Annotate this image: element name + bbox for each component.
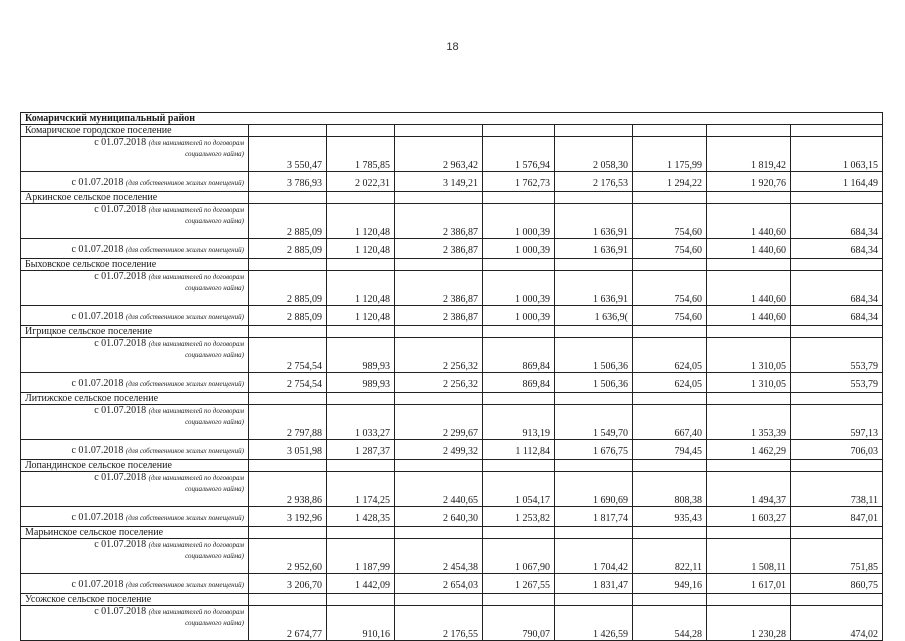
- tenants-note: (для нанимателей по договорам: [148, 608, 244, 616]
- tariff-row-tenants: [21, 472, 883, 507]
- value-cell: 1 817,74: [555, 507, 633, 527]
- value-cell: 2 176,53: [555, 172, 633, 192]
- tariff-row-owners: [21, 172, 883, 192]
- value-cell: 754,60: [633, 239, 707, 259]
- empty-cell: [395, 259, 483, 271]
- value-cell: 2 963,42: [395, 137, 483, 172]
- settlement-name: Марьинское сельское поселение: [21, 527, 249, 539]
- row-label-tenants: [21, 271, 249, 306]
- empty-cell: [633, 125, 707, 137]
- tenants-note: (для нанимателей по договорам: [148, 340, 244, 348]
- empty-cell: [327, 259, 395, 271]
- date-prefix: с 01.07.2018: [71, 579, 124, 590]
- empty-cell: [633, 527, 707, 539]
- value-cell: 1 310,05: [707, 338, 791, 373]
- empty-cell: [555, 527, 633, 539]
- value-cell: 553,79: [791, 373, 883, 393]
- tariff-row-owners: [21, 239, 883, 259]
- settlement-name: Игрицкое сельское поселение: [21, 326, 249, 338]
- value-cell: 474,02: [791, 606, 883, 641]
- value-cell: 913,19: [483, 405, 555, 440]
- value-cell: 1 676,75: [555, 440, 633, 460]
- row-label-owners: [21, 239, 249, 259]
- value-cell: 1 112,84: [483, 440, 555, 460]
- empty-cell: [555, 259, 633, 271]
- settlement-name: Усожское сельское поселение: [21, 594, 249, 606]
- tenants-note-line2: социального найма): [185, 418, 244, 426]
- value-cell: 3 786,93: [249, 172, 327, 192]
- value-cell: 1 000,39: [483, 271, 555, 306]
- row-label-owners: [21, 306, 249, 326]
- value-cell: 1 067,90: [483, 539, 555, 574]
- settlement-row: [21, 527, 883, 539]
- value-cell: 2 386,87: [395, 271, 483, 306]
- empty-cell: [707, 192, 791, 204]
- tariff-row-tenants: [21, 271, 883, 306]
- value-cell: 1 636,9(: [555, 306, 633, 326]
- value-cell: 684,34: [791, 306, 883, 326]
- row-label-owners: [21, 574, 249, 594]
- value-cell: 1 253,82: [483, 507, 555, 527]
- row-label-owners: [21, 507, 249, 527]
- date-prefix: с 01.07.2018: [94, 271, 147, 282]
- row-label-tenants: [21, 472, 249, 507]
- value-cell: 1 294,22: [633, 172, 707, 192]
- empty-cell: [483, 326, 555, 338]
- value-cell: 706,03: [791, 440, 883, 460]
- value-cell: 1 120,48: [327, 239, 395, 259]
- settlement-row: [21, 594, 883, 606]
- value-cell: 1 187,99: [327, 539, 395, 574]
- value-cell: 3 149,21: [395, 172, 483, 192]
- value-cell: 667,40: [633, 405, 707, 440]
- empty-cell: [327, 527, 395, 539]
- date-prefix: с 01.07.2018: [94, 137, 147, 148]
- settlement-row: [21, 326, 883, 338]
- tenants-note-line2: социального найма): [185, 485, 244, 493]
- tenants-note-line2: социального найма): [185, 217, 244, 225]
- empty-cell: [483, 527, 555, 539]
- value-cell: 1 636,91: [555, 239, 633, 259]
- tenants-note-line2: социального найма): [185, 351, 244, 359]
- value-cell: 2 386,87: [395, 306, 483, 326]
- empty-cell: [327, 594, 395, 606]
- empty-cell: [249, 460, 327, 472]
- value-cell: 1 785,85: [327, 137, 395, 172]
- value-cell: 1 636,91: [555, 271, 633, 306]
- empty-cell: [483, 192, 555, 204]
- date-prefix: с 01.07.2018: [71, 512, 124, 523]
- tariff-table: [20, 112, 883, 641]
- value-cell: 2 754,54: [249, 338, 327, 373]
- tenants-note: (для нанимателей по договорам: [148, 139, 244, 147]
- empty-cell: [327, 460, 395, 472]
- value-cell: 2 885,09: [249, 306, 327, 326]
- value-cell: 1 310,05: [707, 373, 791, 393]
- value-cell: 808,38: [633, 472, 707, 507]
- empty-cell: [791, 259, 883, 271]
- empty-cell: [395, 326, 483, 338]
- owners-note: (для собственников жилых помещений): [125, 179, 244, 187]
- date-prefix: с 01.07.2018: [94, 472, 147, 483]
- empty-cell: [249, 125, 327, 137]
- value-cell: 1 175,99: [633, 137, 707, 172]
- value-cell: 2 938,86: [249, 472, 327, 507]
- value-cell: 2 952,60: [249, 539, 327, 574]
- value-cell: 822,11: [633, 539, 707, 574]
- value-cell: 1 426,59: [555, 606, 633, 641]
- date-prefix: с 01.07.2018: [94, 338, 147, 349]
- empty-cell: [791, 125, 883, 137]
- value-cell: 2 885,09: [249, 271, 327, 306]
- value-cell: 1 000,39: [483, 204, 555, 239]
- value-cell: 1 704,42: [555, 539, 633, 574]
- settlement-name: Литижское сельское поселение: [21, 393, 249, 405]
- empty-cell: [327, 393, 395, 405]
- empty-cell: [327, 125, 395, 137]
- value-cell: 684,34: [791, 204, 883, 239]
- date-prefix: с 01.07.2018: [94, 405, 147, 416]
- value-cell: 790,07: [483, 606, 555, 641]
- value-cell: 738,11: [791, 472, 883, 507]
- settlement-name: Быховское сельское поселение: [21, 259, 249, 271]
- owners-note: (для собственников жилых помещений): [125, 380, 244, 388]
- settlement-row: [21, 460, 883, 472]
- value-cell: 1 063,15: [791, 137, 883, 172]
- value-cell: 1 762,73: [483, 172, 555, 192]
- tariff-row-tenants: [21, 137, 883, 172]
- tariff-row-owners: [21, 306, 883, 326]
- empty-cell: [327, 192, 395, 204]
- row-label-owners: [21, 440, 249, 460]
- settlement-name: Лопандинское сельское поселение: [21, 460, 249, 472]
- empty-cell: [633, 259, 707, 271]
- empty-cell: [249, 192, 327, 204]
- value-cell: 869,84: [483, 373, 555, 393]
- empty-cell: [555, 192, 633, 204]
- empty-cell: [791, 192, 883, 204]
- settlement-row: [21, 259, 883, 271]
- empty-cell: [633, 460, 707, 472]
- value-cell: 1 174,25: [327, 472, 395, 507]
- empty-cell: [555, 594, 633, 606]
- owners-note: (для собственников жилых помещений): [125, 447, 244, 455]
- date-prefix: с 01.07.2018: [94, 539, 147, 550]
- empty-cell: [483, 460, 555, 472]
- value-cell: 794,45: [633, 440, 707, 460]
- value-cell: 1 442,09: [327, 574, 395, 594]
- value-cell: 1 494,37: [707, 472, 791, 507]
- value-cell: 754,60: [633, 204, 707, 239]
- value-cell: 684,34: [791, 239, 883, 259]
- date-prefix: с 01.07.2018: [71, 177, 124, 188]
- settlement-row: [21, 125, 883, 137]
- value-cell: 1 603,27: [707, 507, 791, 527]
- empty-cell: [395, 527, 483, 539]
- value-cell: 1 428,35: [327, 507, 395, 527]
- value-cell: 3 192,96: [249, 507, 327, 527]
- value-cell: 2 654,03: [395, 574, 483, 594]
- empty-cell: [249, 527, 327, 539]
- date-prefix: с 01.07.2018: [71, 311, 124, 322]
- empty-cell: [707, 460, 791, 472]
- value-cell: 2 299,67: [395, 405, 483, 440]
- value-cell: 1 831,47: [555, 574, 633, 594]
- value-cell: 1 000,39: [483, 306, 555, 326]
- value-cell: 1 440,60: [707, 271, 791, 306]
- tariff-row-owners: [21, 373, 883, 393]
- value-cell: 1 506,36: [555, 373, 633, 393]
- value-cell: 1 440,60: [707, 204, 791, 239]
- row-label-tenants: [21, 204, 249, 239]
- row-label-owners: [21, 172, 249, 192]
- tenants-note-line2: социального найма): [185, 284, 244, 292]
- empty-cell: [483, 594, 555, 606]
- empty-cell: [633, 594, 707, 606]
- empty-cell: [555, 460, 633, 472]
- value-cell: 860,75: [791, 574, 883, 594]
- value-cell: 754,60: [633, 271, 707, 306]
- value-cell: 1 230,28: [707, 606, 791, 641]
- tariff-row-tenants: [21, 606, 883, 641]
- value-cell: 1 576,94: [483, 137, 555, 172]
- value-cell: 1 120,48: [327, 204, 395, 239]
- value-cell: 3 206,70: [249, 574, 327, 594]
- value-cell: 2 058,30: [555, 137, 633, 172]
- empty-cell: [395, 594, 483, 606]
- value-cell: 2 256,32: [395, 373, 483, 393]
- value-cell: 597,13: [791, 405, 883, 440]
- value-cell: 2 386,87: [395, 239, 483, 259]
- value-cell: 2 754,54: [249, 373, 327, 393]
- empty-cell: [791, 393, 883, 405]
- value-cell: 1 690,69: [555, 472, 633, 507]
- value-cell: 1 120,48: [327, 271, 395, 306]
- tariff-row-tenants: [21, 338, 883, 373]
- empty-cell: [791, 326, 883, 338]
- date-prefix: с 01.07.2018: [71, 378, 124, 389]
- empty-cell: [249, 594, 327, 606]
- value-cell: 3 051,98: [249, 440, 327, 460]
- empty-cell: [327, 326, 395, 338]
- value-cell: 2 885,09: [249, 204, 327, 239]
- row-label-tenants: [21, 606, 249, 641]
- empty-cell: [707, 259, 791, 271]
- value-cell: 1 440,60: [707, 306, 791, 326]
- empty-cell: [633, 192, 707, 204]
- empty-cell: [249, 259, 327, 271]
- empty-cell: [395, 393, 483, 405]
- value-cell: 624,05: [633, 338, 707, 373]
- district-header: Комаричский муниципальный район: [21, 113, 883, 125]
- settlement-name: Аркинское сельское поселение: [21, 192, 249, 204]
- settlement-row: [21, 393, 883, 405]
- value-cell: 1 054,17: [483, 472, 555, 507]
- empty-cell: [249, 326, 327, 338]
- empty-cell: [483, 125, 555, 137]
- value-cell: 754,60: [633, 306, 707, 326]
- row-label-owners: [21, 373, 249, 393]
- value-cell: 1 549,70: [555, 405, 633, 440]
- value-cell: 1 462,29: [707, 440, 791, 460]
- empty-cell: [395, 460, 483, 472]
- row-label-tenants: [21, 405, 249, 440]
- value-cell: 1 636,91: [555, 204, 633, 239]
- value-cell: 1 033,27: [327, 405, 395, 440]
- value-cell: 3 550,47: [249, 137, 327, 172]
- owners-note: (для собственников жилых помещений): [125, 313, 244, 321]
- value-cell: 1 920,76: [707, 172, 791, 192]
- tariff-row-tenants: [21, 539, 883, 574]
- value-cell: 2 386,87: [395, 204, 483, 239]
- empty-cell: [633, 393, 707, 405]
- empty-cell: [483, 393, 555, 405]
- value-cell: 1 267,55: [483, 574, 555, 594]
- value-cell: 553,79: [791, 338, 883, 373]
- value-cell: 544,28: [633, 606, 707, 641]
- date-prefix: с 01.07.2018: [71, 244, 124, 255]
- value-cell: 847,01: [791, 507, 883, 527]
- tariff-row-owners: [21, 507, 883, 527]
- settlement-row: [21, 192, 883, 204]
- empty-cell: [483, 259, 555, 271]
- tenants-note: (для нанимателей по договорам: [148, 474, 244, 482]
- date-prefix: с 01.07.2018: [94, 606, 147, 617]
- value-cell: 869,84: [483, 338, 555, 373]
- value-cell: 2 022,31: [327, 172, 395, 192]
- date-prefix: с 01.07.2018: [94, 204, 147, 215]
- value-cell: 2 640,30: [395, 507, 483, 527]
- value-cell: 1 617,01: [707, 574, 791, 594]
- tenants-note-line2: социального найма): [185, 619, 244, 627]
- value-cell: 2 176,55: [395, 606, 483, 641]
- empty-cell: [791, 460, 883, 472]
- empty-cell: [707, 326, 791, 338]
- tenants-note: (для нанимателей по договорам: [148, 206, 244, 214]
- empty-cell: [395, 125, 483, 137]
- tenants-note: (для нанимателей по договорам: [148, 407, 244, 415]
- tariff-row-tenants: [21, 204, 883, 239]
- value-cell: 910,16: [327, 606, 395, 641]
- value-cell: 1 353,39: [707, 405, 791, 440]
- value-cell: 1 819,42: [707, 137, 791, 172]
- owners-note: (для собственников жилых помещений): [125, 581, 244, 589]
- tenants-note-line2: социального найма): [185, 552, 244, 560]
- empty-cell: [395, 192, 483, 204]
- value-cell: 989,93: [327, 373, 395, 393]
- value-cell: 989,93: [327, 338, 395, 373]
- page-number: 18: [446, 41, 459, 53]
- row-label-tenants: [21, 338, 249, 373]
- value-cell: 2 885,09: [249, 239, 327, 259]
- empty-cell: [707, 527, 791, 539]
- value-cell: 1 506,36: [555, 338, 633, 373]
- empty-cell: [249, 393, 327, 405]
- value-cell: 624,05: [633, 373, 707, 393]
- settlement-name: Комаричское городское поселение: [21, 125, 249, 137]
- value-cell: 2 440,65: [395, 472, 483, 507]
- empty-cell: [555, 125, 633, 137]
- tariff-row-owners: [21, 440, 883, 460]
- value-cell: 1 164,49: [791, 172, 883, 192]
- empty-cell: [791, 527, 883, 539]
- tariff-row-owners: [21, 574, 883, 594]
- value-cell: 2 674,77: [249, 606, 327, 641]
- value-cell: 1 440,60: [707, 239, 791, 259]
- empty-cell: [555, 326, 633, 338]
- empty-cell: [707, 594, 791, 606]
- tenants-note: (для нанимателей по договорам: [148, 273, 244, 281]
- owners-note: (для собственников жилых помещений): [125, 246, 244, 254]
- value-cell: 1 287,37: [327, 440, 395, 460]
- empty-cell: [633, 326, 707, 338]
- value-cell: 1 508,11: [707, 539, 791, 574]
- date-prefix: с 01.07.2018: [71, 445, 124, 456]
- value-cell: 2 454,38: [395, 539, 483, 574]
- empty-cell: [707, 393, 791, 405]
- tariff-row-tenants: [21, 405, 883, 440]
- value-cell: 935,43: [633, 507, 707, 527]
- owners-note: (для собственников жилых помещений): [125, 514, 244, 522]
- value-cell: 2 256,32: [395, 338, 483, 373]
- value-cell: 2 499,32: [395, 440, 483, 460]
- empty-cell: [791, 594, 883, 606]
- value-cell: 949,16: [633, 574, 707, 594]
- value-cell: 2 797,88: [249, 405, 327, 440]
- tenants-note: (для нанимателей по договорам: [148, 541, 244, 549]
- row-label-tenants: [21, 137, 249, 172]
- tenants-note-line2: социального найма): [185, 150, 244, 158]
- empty-cell: [707, 125, 791, 137]
- value-cell: 684,34: [791, 271, 883, 306]
- value-cell: 751,85: [791, 539, 883, 574]
- value-cell: 1 120,48: [327, 306, 395, 326]
- row-label-tenants: [21, 539, 249, 574]
- empty-cell: [555, 393, 633, 405]
- value-cell: 1 000,39: [483, 239, 555, 259]
